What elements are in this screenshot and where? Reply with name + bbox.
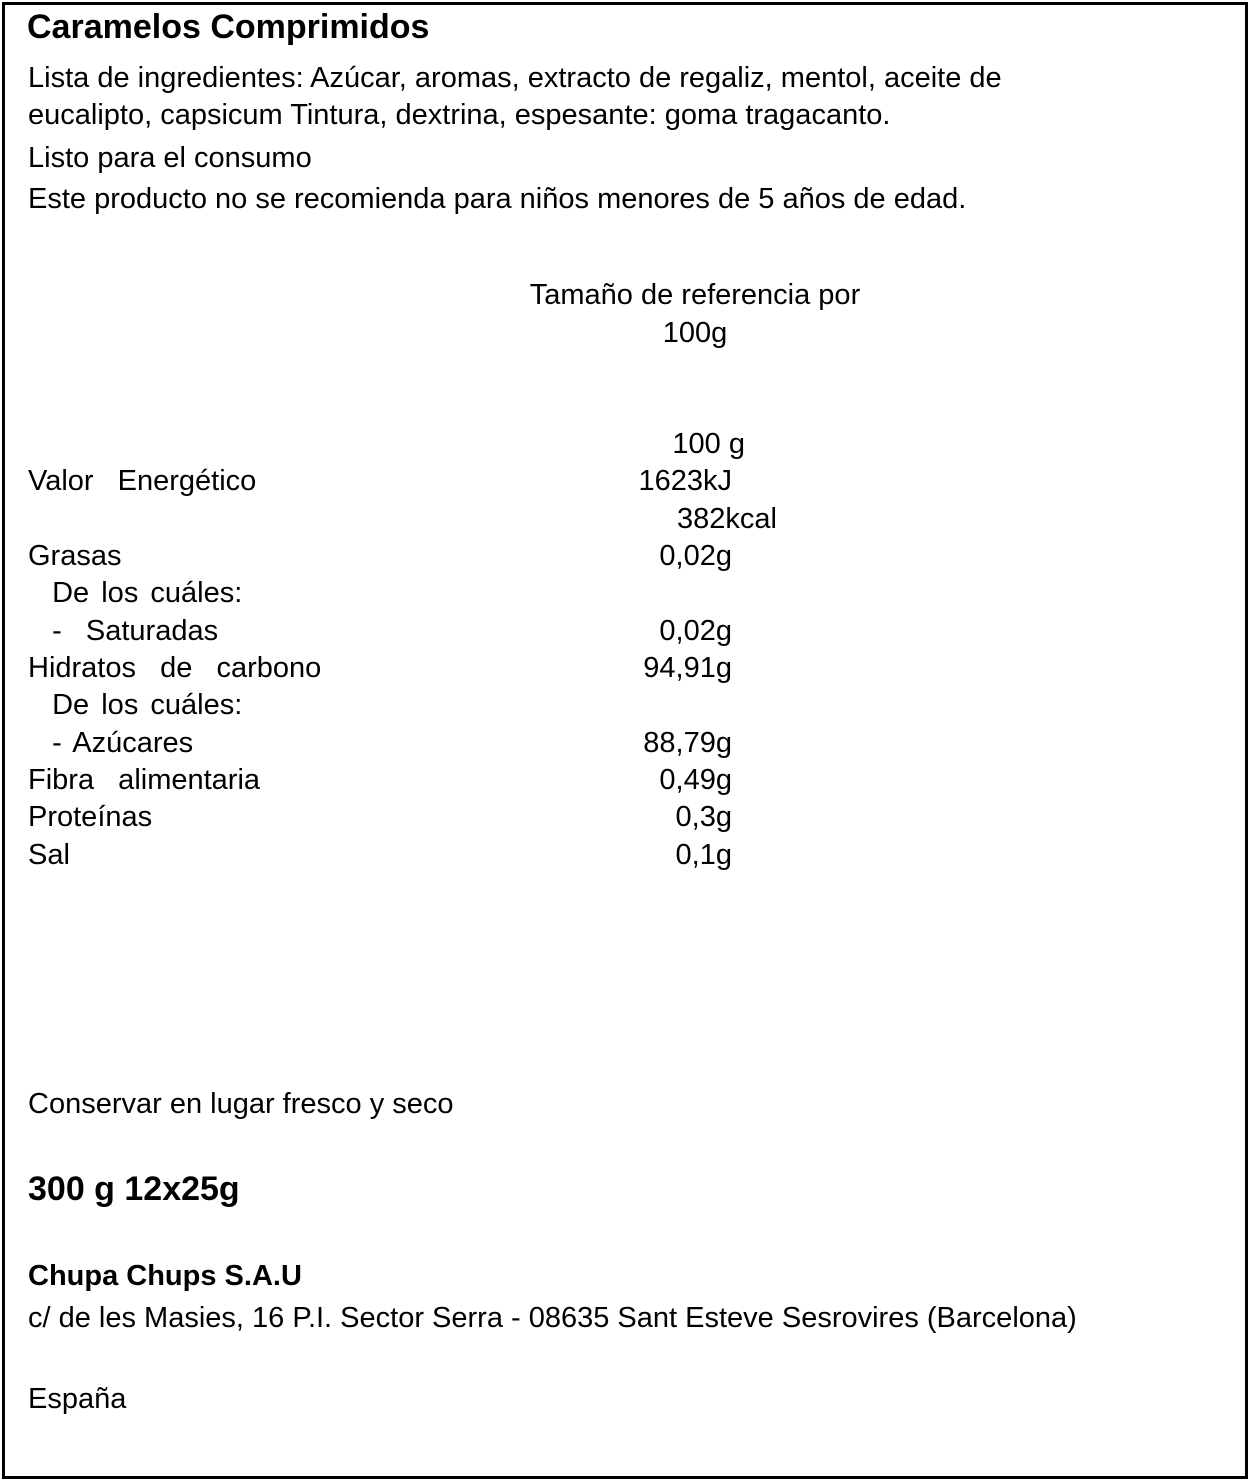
company-name: Chupa Chups S.A.U: [28, 1260, 302, 1292]
reference-size-line-2: 100g: [662, 317, 728, 349]
nutrition-label: Fibra alimentaria: [28, 764, 261, 796]
nutrition-label: Proteínas: [28, 801, 153, 833]
nutrition-label: - Saturadas: [28, 615, 219, 647]
ingredients-line-1: Lista de ingredientes: Azúcar, aromas, extracto de regaliz, mentol, aceite de: [28, 62, 1002, 94]
nutrition-value: 94,91g: [643, 652, 732, 684]
nutrition-label: De los cuáles:: [28, 689, 243, 721]
reference-size-line-1: Tamaño de referencia por: [529, 279, 861, 311]
age-warning-text: Este producto no se recomienda para niños menores de 5 años de edad.: [28, 183, 967, 215]
nutrition-label: - Azúcares: [28, 727, 194, 759]
nutrition-label: De los cuáles:: [28, 577, 243, 609]
product-label: [2, 2, 1248, 1479]
nutrition-value: 88,79g: [643, 727, 732, 759]
net-weight: 300 g 12x25g: [28, 1170, 240, 1208]
nutrition-value: 0,1g: [675, 839, 732, 871]
country-of-origin: España: [28, 1383, 127, 1415]
nutrition-label: Grasas: [28, 540, 122, 572]
ingredients-line-2: eucalipto, capsicum Tintura, dextrina, espesante: goma tragacanto.: [28, 99, 891, 131]
nutrition-value: 0,49g: [659, 764, 732, 796]
nutrition-value: 0,3g: [675, 801, 732, 833]
nutrition-label: Hidratos de carbono: [28, 652, 322, 684]
nutrition-column-header: 100 g: [672, 428, 745, 460]
nutrition-value: 1623kJ: [638, 465, 732, 497]
nutrition-label: Sal: [28, 839, 70, 871]
product-title: Caramelos Comprimidos: [27, 8, 430, 46]
storage-instructions: Conservar en lugar fresco y seco: [28, 1088, 454, 1120]
nutrition-value: 0,02g: [659, 615, 732, 647]
nutrition-value: 0,02g: [659, 540, 732, 572]
ready-to-eat-text: Listo para el consumo: [28, 142, 312, 174]
nutrition-value: 382kcal: [677, 503, 777, 535]
nutrition-label: Valor Energético: [28, 465, 257, 497]
company-address: c/ de les Masies, 16 P.I. Sector Serra - 08635 Sant Esteve Sesrovires (Barcelona): [28, 1302, 1077, 1334]
